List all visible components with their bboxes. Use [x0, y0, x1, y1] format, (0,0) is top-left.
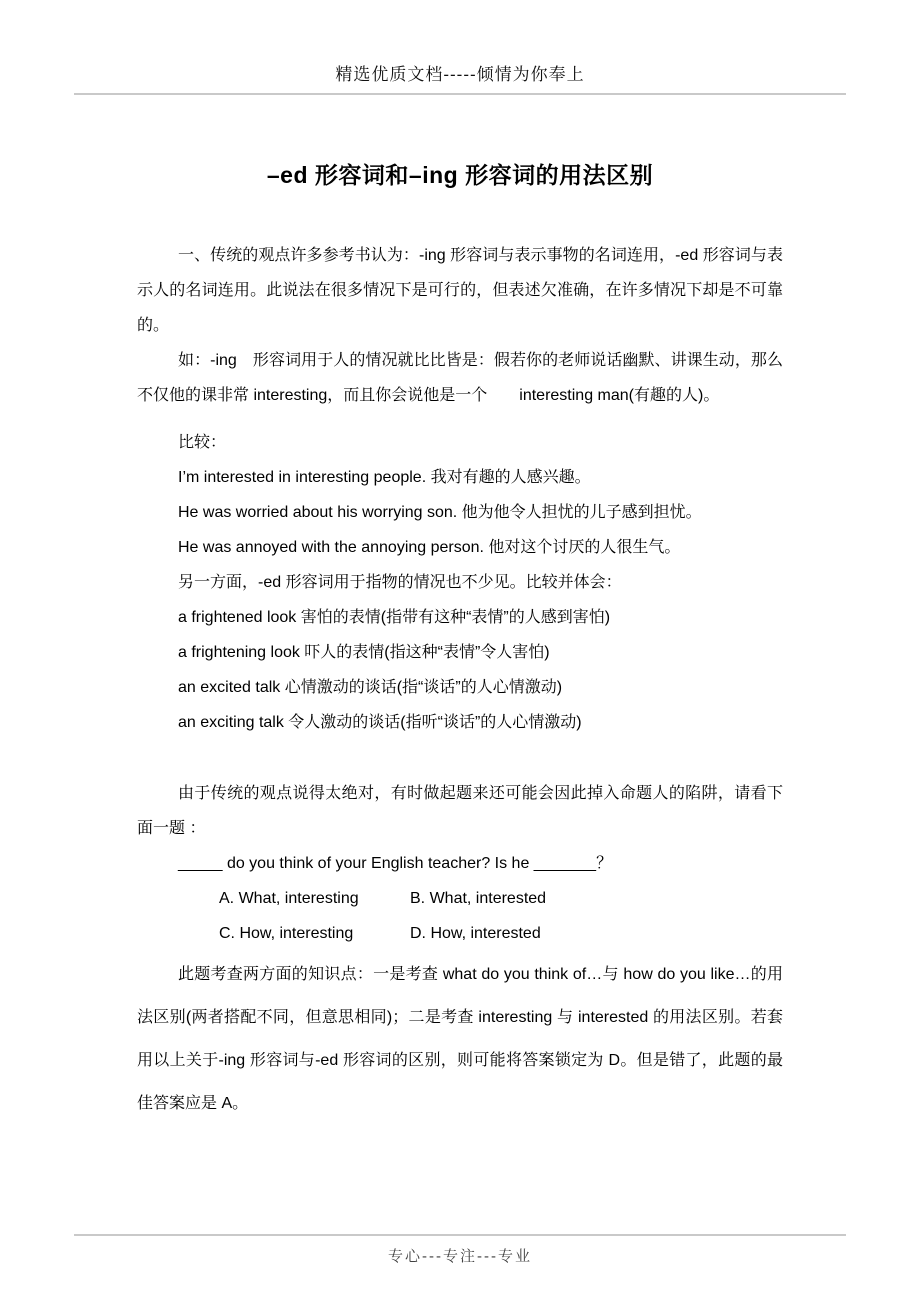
para-ed-for-things: 另一方面，-ed 形容词用于指物的情况也不少见。比较并体会： — [178, 574, 622, 591]
example-sentence-worried: He was worried about his worrying son. 他为他令人担忧的儿子感到担忧。 — [178, 504, 702, 521]
para-ing-for-people: 如：-ing 形容词用于人的情况就比比皆是：假若你的老师说话幽默、讲课生动，那么不仅他的课非常 interesting，而且你会说他是一个 interesting man(有趣的人)。 — [137, 352, 783, 404]
example-sentence-annoyed: He was annoyed with the annoying person. 他对这个讨厌的人很生气。 — [178, 539, 681, 556]
header-text: 精选优质文档-----倾情为你奉上 — [335, 65, 585, 84]
option-d: D. How, interested — [410, 925, 541, 942]
example-sentence-interested: I’m interested in interesting people. 我对有趣的人感兴趣。 — [178, 469, 591, 486]
para-explanation: 此题考查两方面的知识点：一是考查 what do you think of…与 how do you like…的用法区别(两者搭配不同，但意思相同)；二是考查 interesting 与 interested 的用法区别。若套用以上关于-ing 形容词与-ed 形容词的区别，则可能将答案锁定为 D。但是错了，此题的最佳答案应是 A。 — [137, 966, 783, 1112]
option-c: C. How, interesting — [219, 925, 354, 942]
document-header — [0, 0, 920, 85]
para-compare-label: 比较： — [178, 434, 227, 451]
document-footer — [74, 1234, 846, 1266]
document-title: –ed 形容词和–ing 形容词的用法区别 — [266, 162, 654, 188]
para-trap-intro: 由于传统的观点说得太绝对，有时做起题来还可能会因此掉入命题人的陷阱，请看下面一题 ： — [137, 785, 783, 837]
answer-options-row-2 — [137, 916, 783, 951]
question-sentence: _____ do you think of your English teacher? Is he _______？ — [178, 855, 613, 872]
blank-line — [137, 740, 783, 776]
example-frightened-look: a frightened look 害怕的表情(指带有这种“表情”的人感到害怕) — [178, 609, 611, 626]
header-divider — [74, 93, 846, 95]
example-frightening-look: a frightening look 吓人的表情(指这种“表情”令人害怕) — [178, 644, 550, 661]
example-excited-talk: an excited talk 心情激动的谈话(指“谈话”的人心情激动) — [178, 679, 563, 696]
answer-options-row-1 — [137, 881, 783, 916]
option-a: A. What, interesting — [219, 890, 359, 907]
option-b: B. What, interested — [410, 890, 547, 907]
footer-text: 专心---专注---专业 — [388, 1248, 532, 1265]
example-exciting-talk: an exciting talk 令人激动的谈话(指听“谈话”的人心情激动) — [178, 714, 582, 731]
document-body — [0, 157, 920, 1125]
para-traditional-view: 一、传统的观点许多参考书认为：-ing 形容词与表示事物的名词连用，-ed 形容词与表示人的名词连用。此说法在很多情况下是可行的，但表述欠准确，在许多情况下却是不可靠的。 — [137, 247, 783, 334]
